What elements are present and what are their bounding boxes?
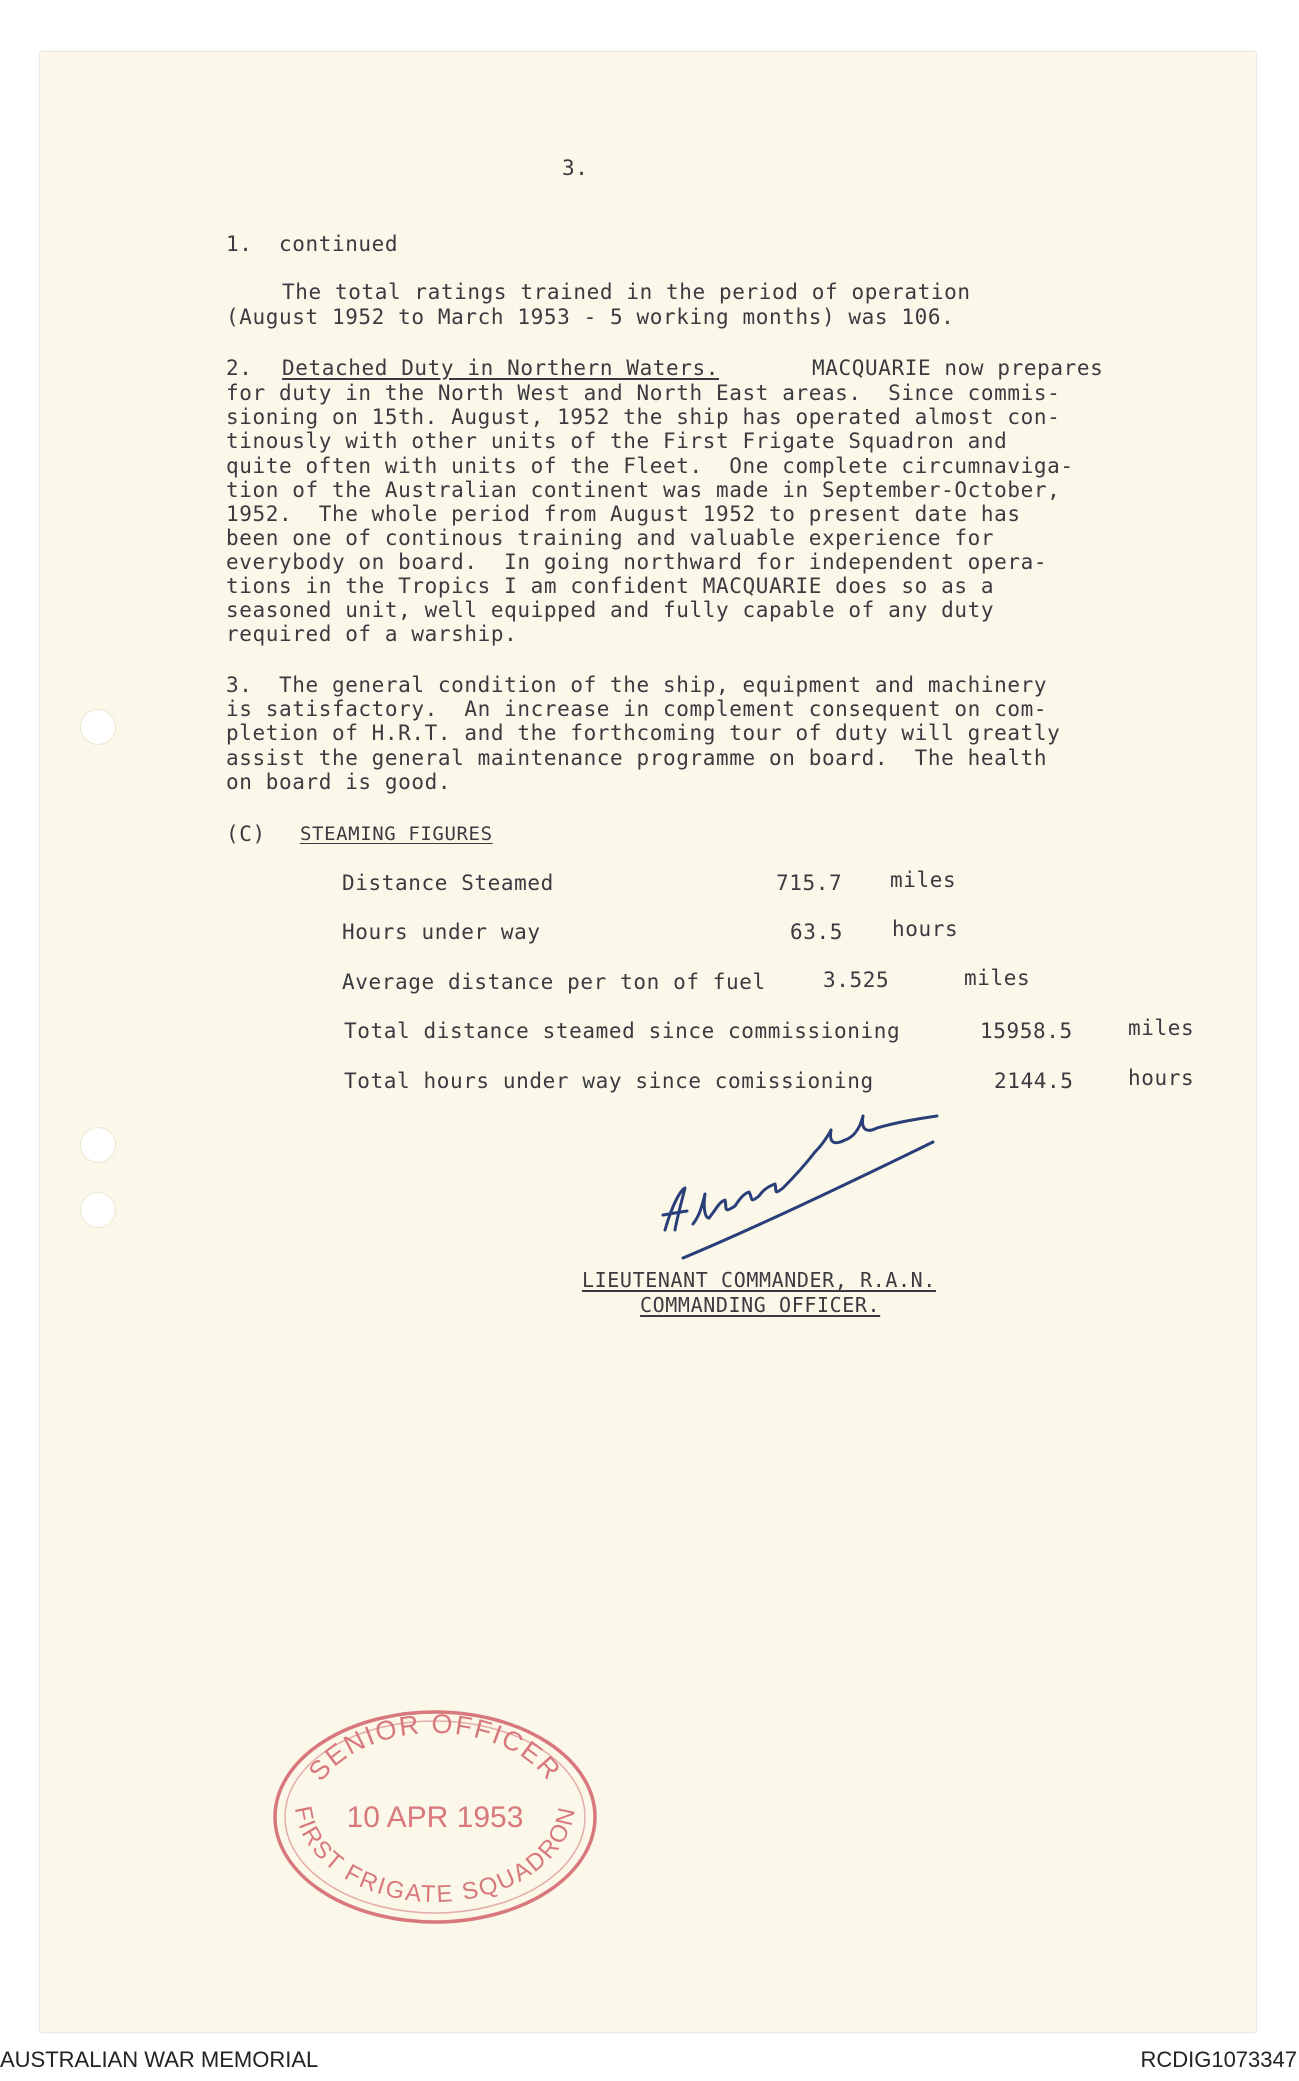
section-2-line: tions in the Tropics I am confident MACQUARIE does so as a [226,574,995,598]
steaming-row-unit: miles [1128,1016,1195,1040]
section-2-title: Detached Duty in Northern Waters. [282,356,720,380]
section-2-number: 2. [226,356,253,380]
section-2-line: sioning on 15th. August, 1952 the ship has operated almost con- [226,405,1061,429]
section-2-line: everybody on board. In going northward for independent opera- [226,550,1048,574]
steaming-row-value: 3.525 [823,968,890,992]
section-3-line: pletion of H.R.T. and the forthcoming tour of duty will greatly [226,721,1061,745]
page-number: 3. [562,156,589,180]
section-1-line: (August 1952 to March 1953 - 5 working months) was 106. [226,305,955,329]
section-1-line: The total ratings trained in the period of operation [282,280,971,304]
steaming-section-title: STEAMING FIGURES [300,823,493,845]
section-3-line: on board is good. [226,770,452,794]
stamp-bottom-text: FIRST FRIGATE SQUADRON [288,1803,582,1909]
signatory-rank: LIEUTENANT COMMANDER, R.A.N. [582,1268,936,1292]
section-2-line: tinously with other units of the First Frigate Squadron and [226,429,1008,453]
steaming-row-label: Total hours under way since comissioning [344,1069,874,1093]
steaming-section-label: (C) [226,822,266,846]
section-2-line: quite often with units of the Fleet. One complete circumnaviga- [226,454,1074,478]
steaming-row-label: Total distance steamed since commissioning [344,1019,901,1043]
section-3-line: assist the general maintenance programme on board. The health [226,746,1048,770]
section-2-line: been one of continous training and valuable experience for [226,526,995,550]
punch-hole [80,709,116,745]
footer-institution: AUSTRALIAN WAR MEMORIAL [0,2047,319,2072]
steaming-row-label: Distance Steamed [342,871,554,895]
steaming-row-unit: hours [1128,1066,1195,1090]
steaming-row-label: Hours under way [342,920,541,944]
section-1-heading: 1. continued [226,232,399,256]
section-2-line: 1952. The whole period from August 1952 to present date has [226,502,1021,526]
handwritten-signature [645,1090,965,1290]
section-2-line: for duty in the North West and North East areas. Since commis- [226,381,1061,405]
steaming-row-unit: miles [964,966,1031,990]
steaming-row-value: 15958.5 [980,1019,1073,1043]
steaming-row-unit: hours [892,917,959,941]
section-2-line: seasoned unit, well equipped and fully capable of any duty [226,598,995,622]
punch-hole [80,1127,116,1163]
stamp-date: 10 APR 1953 [346,1801,524,1834]
steaming-row-value: 2144.5 [994,1069,1074,1093]
steaming-row-value: 715.7 [776,871,843,895]
section-2-line: required of a warship. [226,622,518,646]
stamp-top-text: SENIOR OFFICER [302,1708,568,1787]
section-3-line: is satisfactory. An increase in complement consequent on com- [226,697,1048,721]
section-2-line: tion of the Australian continent was made in September-October, [226,478,1061,502]
signatory-role: COMMANDING OFFICER. [640,1293,881,1317]
footer-record-id: RCDIG1073347 [1140,2047,1297,2072]
steaming-row-label: Average distance per ton of fuel [342,970,766,994]
section-3-line: 3. The general condition of the ship, equipment and machinery [226,673,1048,697]
signature-text: A. Thomas [685,1212,691,1213]
steaming-row-unit: miles [890,868,957,892]
punch-hole [80,1192,116,1228]
senior-officer-stamp [265,1702,605,1932]
steaming-row-value: 63.5 [790,920,843,944]
section-2-line: MACQUARIE now prepares [812,356,1104,380]
